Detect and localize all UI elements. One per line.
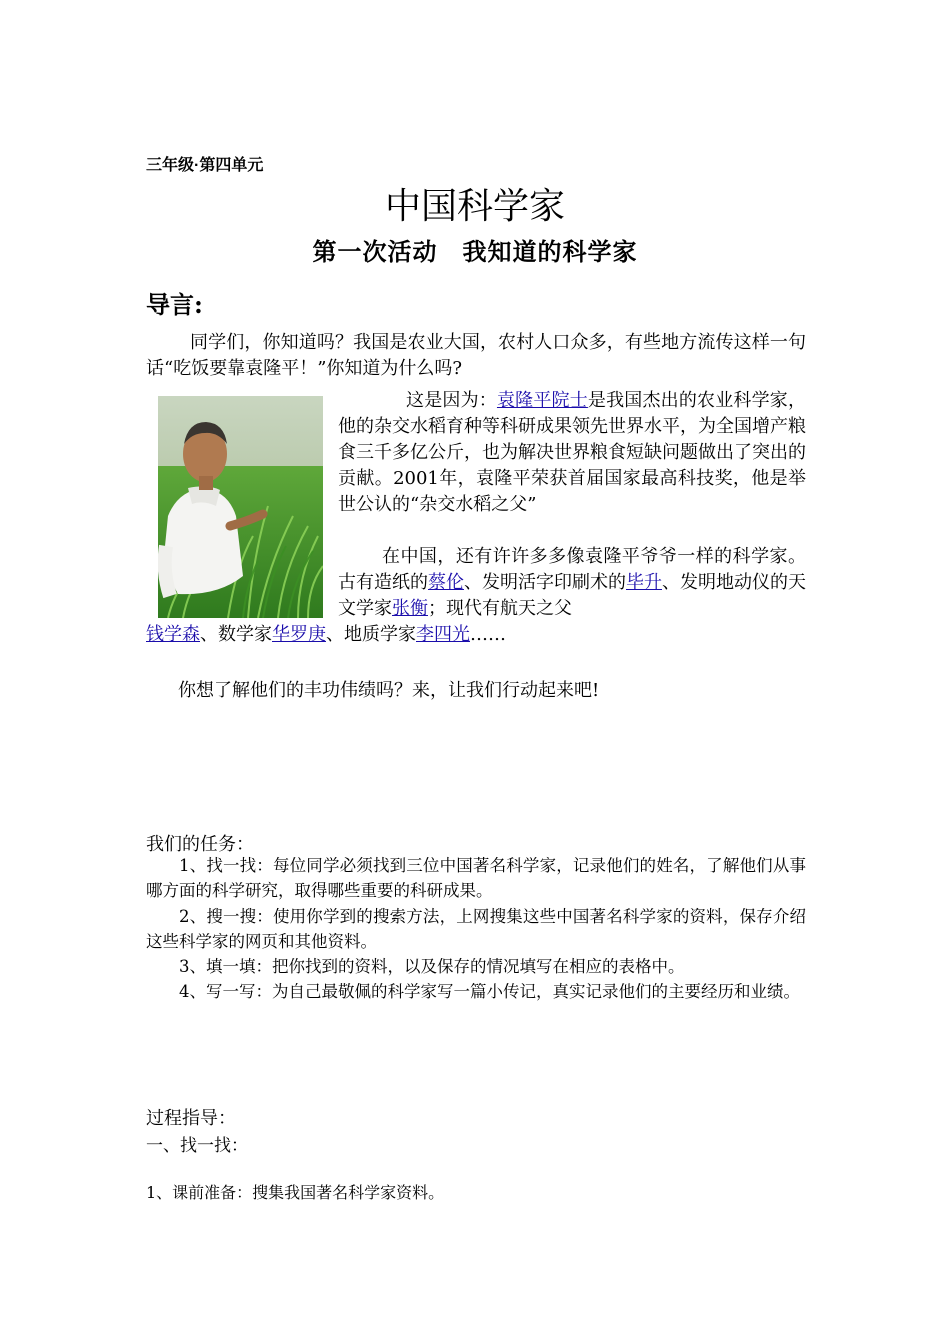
link-zhang-heng[interactable]: 张衡 [392, 598, 428, 619]
task-item-2: 2、搜一搜：使用你学到的搜索方法，上网搜集这些中国著名科学家的资料，保存介绍这些科学家的网页和其他资料。 [146, 907, 806, 951]
intro-paragraph-3-text-c: 、发明地动仪的天文学家 [338, 572, 806, 619]
task-item-3: 3、填一填：把你找到的资料，以及保存的情况填写在相应的表格中。 [179, 957, 685, 976]
intro-paragraph-1: 同学们，你知道吗？我国是农业大国，农村人口众多，有些地方流传这样一句话“吃饭要靠袁隆平！”你知道为什么吗? [146, 332, 806, 379]
intro-paragraph-2-prefix: 这是因为： [406, 390, 497, 411]
intro-paragraph-3-text-f: 、地质学家 [326, 624, 416, 645]
link-cai-lun[interactable]: 蔡伦 [428, 572, 464, 593]
scientist-photo [158, 396, 323, 618]
link-yuan-longping[interactable]: 袁隆平院士 [496, 390, 588, 411]
intro-paragraph-2-text: 是我国杰出的农业科学家，他的杂交水稻育种等科研成果领先世界水平，为全国增产粮食三千多亿公斤，也为解决世界粮食短缺问题做出了突出的贡献。2001年，袁隆平荣获首届国家最高科技奖，他是举世公认的“杂交水稻之父” [338, 390, 807, 515]
intro-heading: 导言: [146, 290, 203, 319]
process-step-1: 1、课前准备：搜集我国著名科学家资料。 [146, 1183, 445, 1202]
intro-paragraph-3-part2 [146, 622, 806, 648]
photo-image [158, 396, 323, 618]
intro-paragraph-3-text-d: ；现代有航天之父 [428, 598, 572, 619]
intro-paragraph-4: 你想了解他们的丰功伟绩吗？来，让我们行动起来吧! [178, 680, 600, 701]
task-item-1: 1、找一找：每位同学必须找到三位中国著名科学家，记录他们的姓名，了解他们从事哪方面的科学研究，取得哪些重要的科研成果。 [146, 856, 806, 900]
intro-paragraph-3-part1 [338, 544, 806, 622]
task-item-4: 4、写一写：为自己最敬佩的科学家写一篇小传记，真实记录他们的主要经历和业绩。 [179, 982, 800, 1001]
process-heading: 过程指导： [146, 1108, 236, 1128]
link-hua-luogeng[interactable]: 华罗庚 [272, 624, 326, 645]
intro-paragraph-3-text-b: 、发明活字印刷术的 [464, 572, 626, 593]
page-title: 中国科学家 [384, 185, 565, 226]
link-bi-sheng[interactable]: 毕升 [626, 572, 662, 593]
intro-paragraph-3-text-e: 、数学家 [200, 624, 272, 645]
intro-paragraph-3-text-a: 在中国，还有许许多多像袁隆平爷爷一样的科学家。古有造纸的 [338, 546, 806, 593]
intro-paragraph-2 [338, 388, 806, 518]
intro-paragraph-3-text-g: …… [470, 624, 506, 645]
tasks-heading: 我们的任务： [146, 834, 254, 854]
process-section-1: 一、找一找： [146, 1136, 248, 1156]
activity-subtitle: 第一次活动 我知道的科学家 [312, 237, 638, 266]
link-qian-xuesen[interactable]: 钱学森 [146, 624, 200, 645]
grade-unit-label: 三年级·第四单元 [146, 157, 264, 174]
link-li-siguang[interactable]: 李四光 [416, 624, 470, 645]
